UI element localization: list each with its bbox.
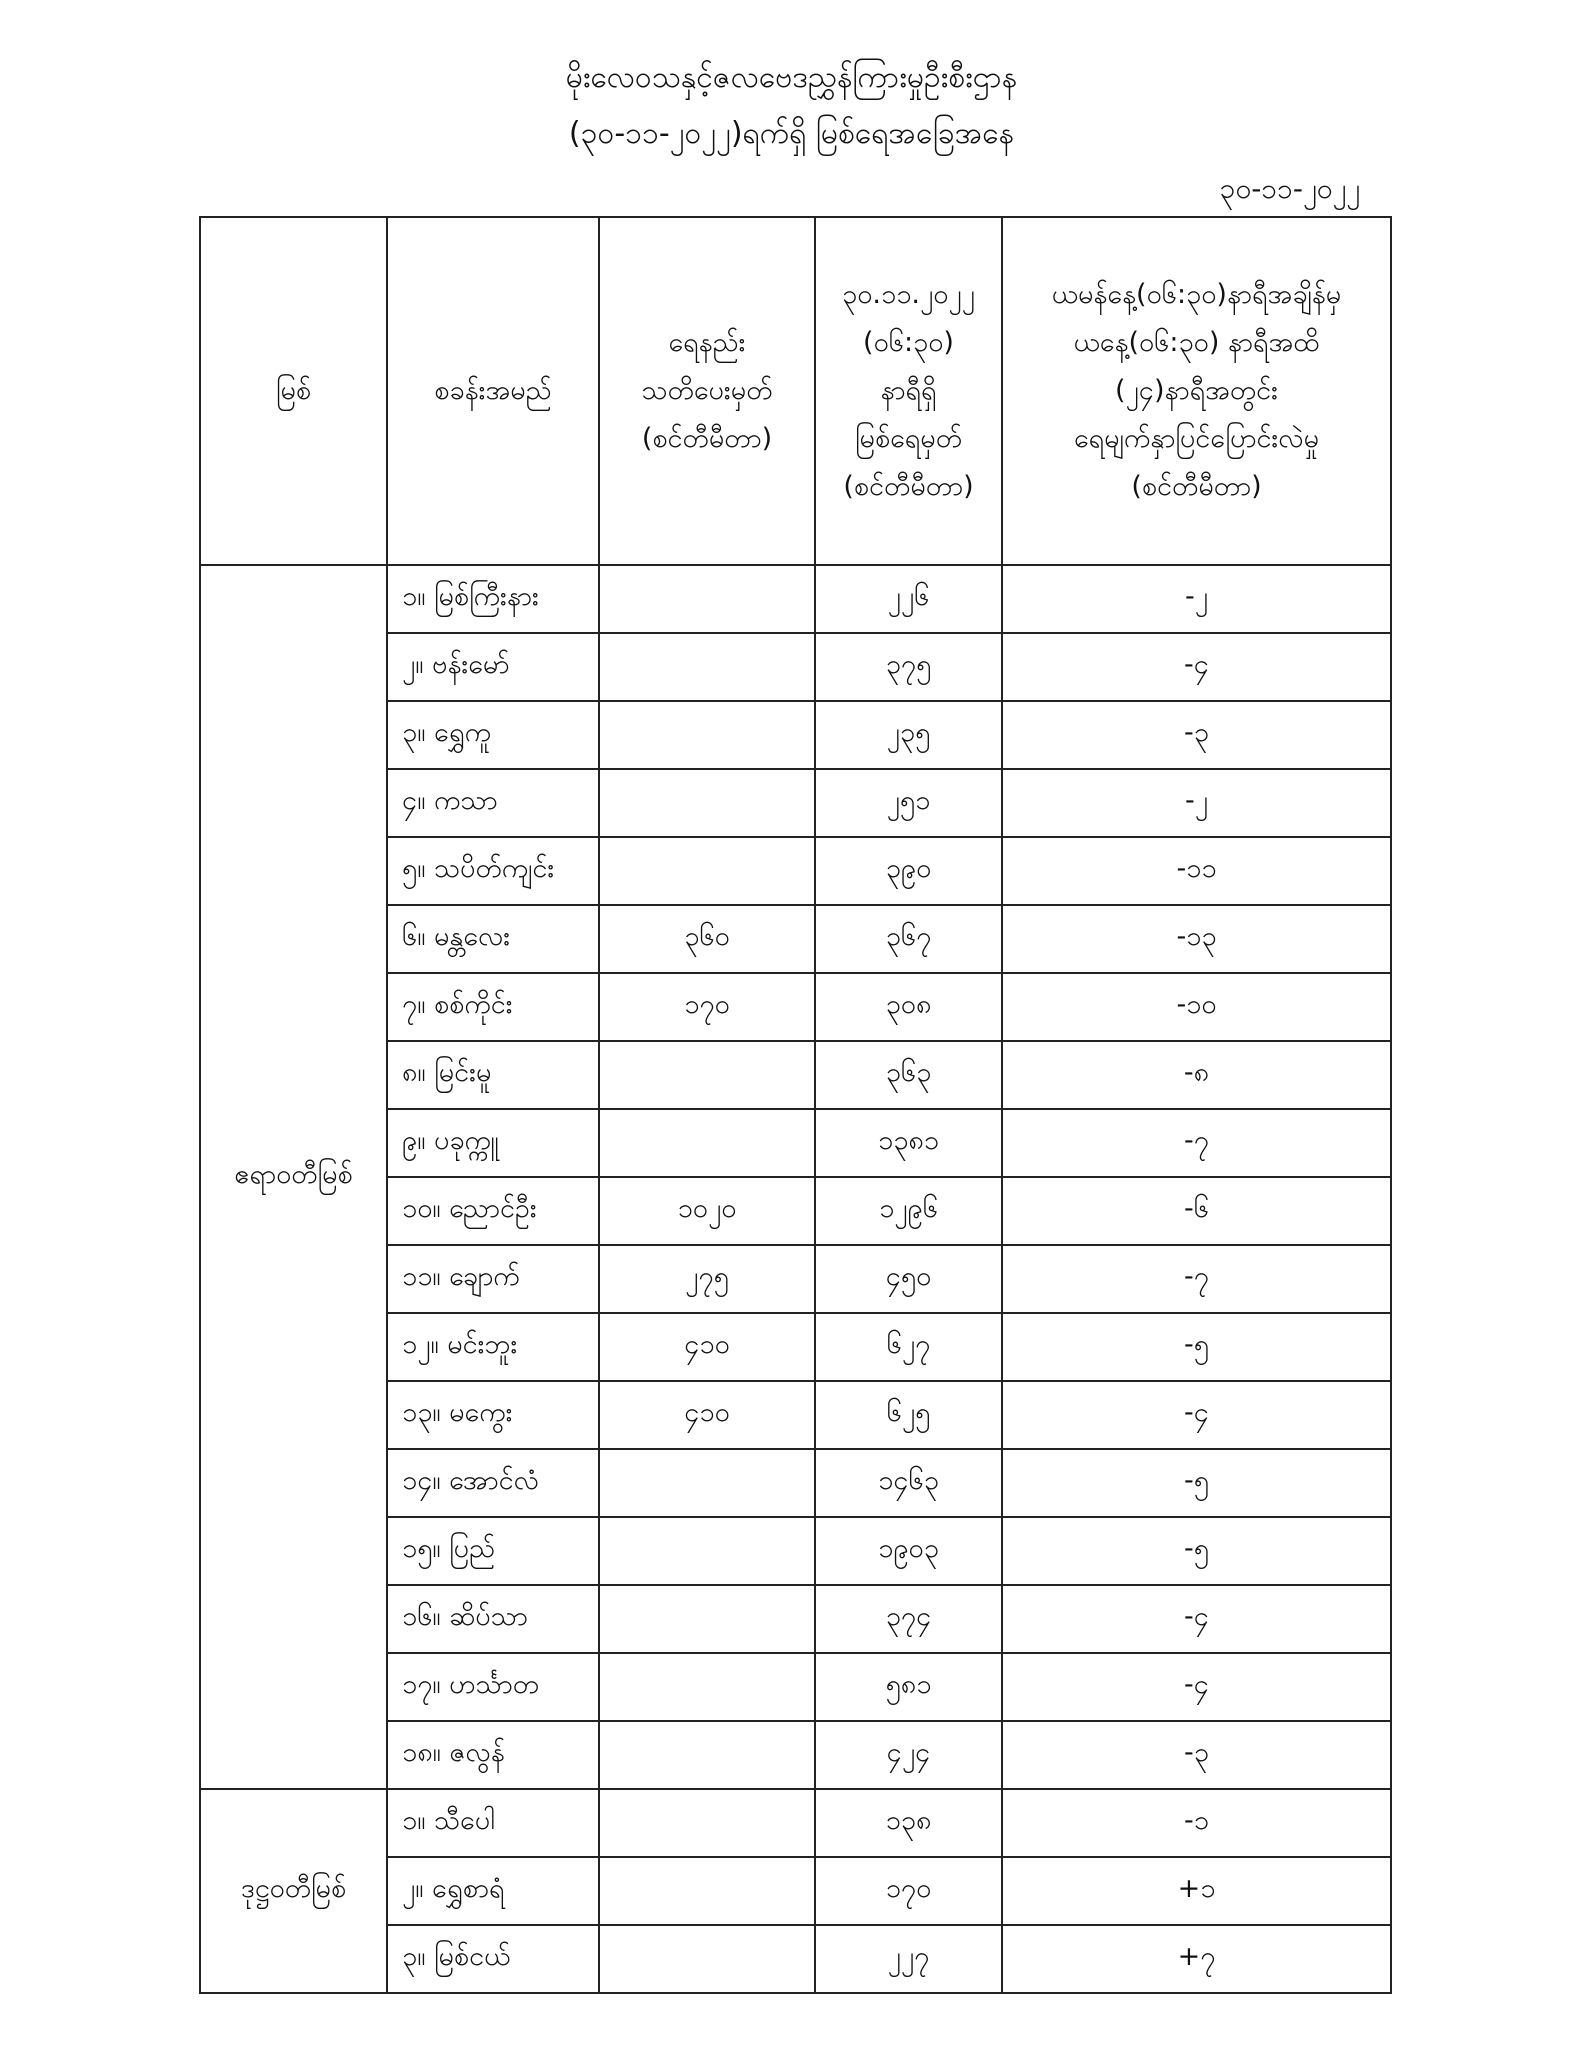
station-cell: ၁၁။ ချောက် [387, 1245, 599, 1313]
water-level-cell: ၁၉၀၃ [815, 1517, 1002, 1585]
header-station: စခန်းအမည် [387, 217, 599, 565]
station-cell: ၁၂။ မင်းဘူး [387, 1313, 599, 1381]
header-line: ရေနည်း [668, 327, 746, 358]
level-change-cell: -၁၁ [1002, 837, 1391, 905]
water-level-cell: ၆၂၅ [815, 1381, 1002, 1449]
station-cell: ၂။ ဗန်းမော် [387, 633, 599, 701]
water-level-cell: ၃၉၀ [815, 837, 1002, 905]
header-line: ယမန်နေ့(၀၆:၃၀)နာရီအချိန်မှ [1051, 279, 1342, 310]
danger-level-cell [599, 1109, 815, 1177]
level-change-cell: -၃ [1002, 1721, 1391, 1789]
station-cell: ၃။ မြစ်ငယ် [387, 1925, 599, 1993]
level-change-cell: +၁ [1002, 1857, 1391, 1925]
level-change-cell: -၅ [1002, 1517, 1391, 1585]
station-cell: ၂။ ရွှေစာရံ [387, 1857, 599, 1925]
station-cell: ၁။ သီပေါ [387, 1789, 599, 1857]
water-level-cell: ၃၇၅ [815, 633, 1002, 701]
station-cell: ၅။ သပိတ်ကျင်း [387, 837, 599, 905]
station-cell: ၁၅။ ပြည် [387, 1517, 599, 1585]
danger-level-cell [599, 1517, 815, 1585]
header-line: ရေမျက်နှာပြင်ပြောင်းလဲမှု [1073, 423, 1320, 454]
danger-level-cell [599, 1789, 815, 1857]
table-row [200, 565, 1391, 633]
level-change-cell: -၄ [1002, 1653, 1391, 1721]
water-level-cell: ၄၂၄ [815, 1721, 1002, 1789]
header-danger-level [599, 217, 815, 565]
header-line: (စင်တီမီတာ) [1131, 471, 1262, 502]
header-line: (၀၆:၃၀) [863, 327, 954, 358]
danger-level-cell [599, 1721, 815, 1789]
station-cell: ၁၇။ ဟင်္သာတ [387, 1653, 599, 1721]
danger-level-cell [599, 1041, 815, 1109]
river-name-cell: ဧရာဝတီမြစ် [200, 565, 387, 1789]
station-cell: ၁၀။ ညောင်ဦး [387, 1177, 599, 1245]
station-cell: ၁။ မြစ်ကြီးနား [387, 565, 599, 633]
level-change-cell: -၁ [1002, 1789, 1391, 1857]
station-cell: ၁၄။ အောင်လံ [387, 1449, 599, 1517]
danger-level-cell: ၁၇၀ [599, 973, 815, 1041]
header-line: (စင်တီမီတာ) [843, 471, 974, 502]
level-change-cell: -၂ [1002, 769, 1391, 837]
river-name-cell: ဒုဋ္ဌဝတီမြစ် [200, 1789, 387, 1993]
header-change [1002, 217, 1391, 565]
danger-level-cell [599, 701, 815, 769]
level-change-cell: -၇ [1002, 1245, 1391, 1313]
water-level-cell: ၃၇၄ [815, 1585, 1002, 1653]
danger-level-cell [599, 1653, 815, 1721]
table-header-row [200, 217, 1391, 565]
station-cell: ၈။ မြင်းမူ [387, 1041, 599, 1109]
station-cell: ၇။ စစ်ကိုင်း [387, 973, 599, 1041]
water-level-cell: ၁၃၈၁ [815, 1109, 1002, 1177]
table-row [200, 1789, 1391, 1857]
level-change-cell: -၇ [1002, 1109, 1391, 1177]
danger-level-cell: ၃၆၀ [599, 905, 815, 973]
station-cell: ၆။ မန္တလေး [387, 905, 599, 973]
station-cell: ၁၃။ မကွေး [387, 1381, 599, 1449]
station-cell: ၁၈။ ဇလွန် [387, 1721, 599, 1789]
level-change-cell: -၄ [1002, 1381, 1391, 1449]
water-level-cell: ၁၇၀ [815, 1857, 1002, 1925]
danger-level-cell [599, 1585, 815, 1653]
water-level-cell: ၂၂၆ [815, 565, 1002, 633]
header-line: သတိပေးမှတ် [641, 375, 773, 406]
water-level-cell: ၃၆၇ [815, 905, 1002, 973]
station-cell: ၉။ ပခုက္ကူ [387, 1109, 599, 1177]
danger-level-cell: ၁၀၂၀ [599, 1177, 815, 1245]
table-body [200, 565, 1391, 1993]
header-river: မြစ် [200, 217, 387, 565]
danger-level-cell [599, 837, 815, 905]
page-subtitle: (၃၀-၁၁-၂၀၂၂)ရက်ရှိ မြစ်ရေအခြေအနေ [568, 116, 1015, 151]
danger-level-cell: ၄၁၀ [599, 1381, 815, 1449]
level-change-cell: -၆ [1002, 1177, 1391, 1245]
level-change-cell: -၁၀ [1002, 973, 1391, 1041]
danger-level-cell [599, 1449, 815, 1517]
level-change-cell: -၃ [1002, 701, 1391, 769]
header-line: မြစ်ရေမှတ် [854, 423, 963, 454]
water-level-cell: ၁၄၆၃ [815, 1449, 1002, 1517]
station-cell: ၄။ ကသာ [387, 769, 599, 837]
river-level-table [199, 216, 1392, 1994]
water-level-cell: ၁၂၉၆ [815, 1177, 1002, 1245]
level-change-cell: -၁၃ [1002, 905, 1391, 973]
water-level-cell: ၁၃၈ [815, 1789, 1002, 1857]
level-change-cell: +၇ [1002, 1925, 1391, 1993]
water-level-cell: ၂၂၇ [815, 1925, 1002, 1993]
level-change-cell: -၅ [1002, 1313, 1391, 1381]
level-change-cell: -၄ [1002, 1585, 1391, 1653]
danger-level-cell: ၂၇၅ [599, 1245, 815, 1313]
water-level-cell: ၂၅၁ [815, 769, 1002, 837]
header-line: ၃၀.၁၁.၂၀၂၂ [842, 279, 975, 310]
level-change-cell: -၂ [1002, 565, 1391, 633]
water-level-cell: ၂၃၅ [815, 701, 1002, 769]
level-change-cell: -၅ [1002, 1449, 1391, 1517]
water-level-cell: ၅၈၁ [815, 1653, 1002, 1721]
danger-level-cell [599, 633, 815, 701]
station-cell: ၁၆။ ဆိပ်သာ [387, 1585, 599, 1653]
danger-level-cell: ၄၁၀ [599, 1313, 815, 1381]
danger-level-cell [599, 769, 815, 837]
danger-level-cell [599, 1857, 815, 1925]
header-line: (၂၄)နာရီအတွင်း [1114, 375, 1278, 406]
report-date: ၃၀-၁၁-၂၀၂၂ [1219, 172, 1360, 205]
danger-level-cell [599, 565, 815, 633]
level-change-cell: -၄ [1002, 633, 1391, 701]
water-level-cell: ၆၂၇ [815, 1313, 1002, 1381]
header-water-level [815, 217, 1002, 565]
water-level-cell: ၃၀၈ [815, 973, 1002, 1041]
header-line: (စင်တီမီတာ) [641, 423, 773, 454]
header-line: နာရီရှိ [880, 375, 937, 406]
page-title: မိုးလေဝသနှင့်ဇလဗေဒညွှန်ကြားမှုဦးစီးဌာန [565, 60, 1018, 95]
water-level-cell: ၄၅၀ [815, 1245, 1002, 1313]
water-level-cell: ၃၆၃ [815, 1041, 1002, 1109]
header-line: ယနေ့(၀၆:၃၀) နာရီအထိ [1073, 327, 1320, 358]
station-cell: ၃။ ရွှေကူ [387, 701, 599, 769]
danger-level-cell [599, 1925, 815, 1993]
level-change-cell: -၈ [1002, 1041, 1391, 1109]
